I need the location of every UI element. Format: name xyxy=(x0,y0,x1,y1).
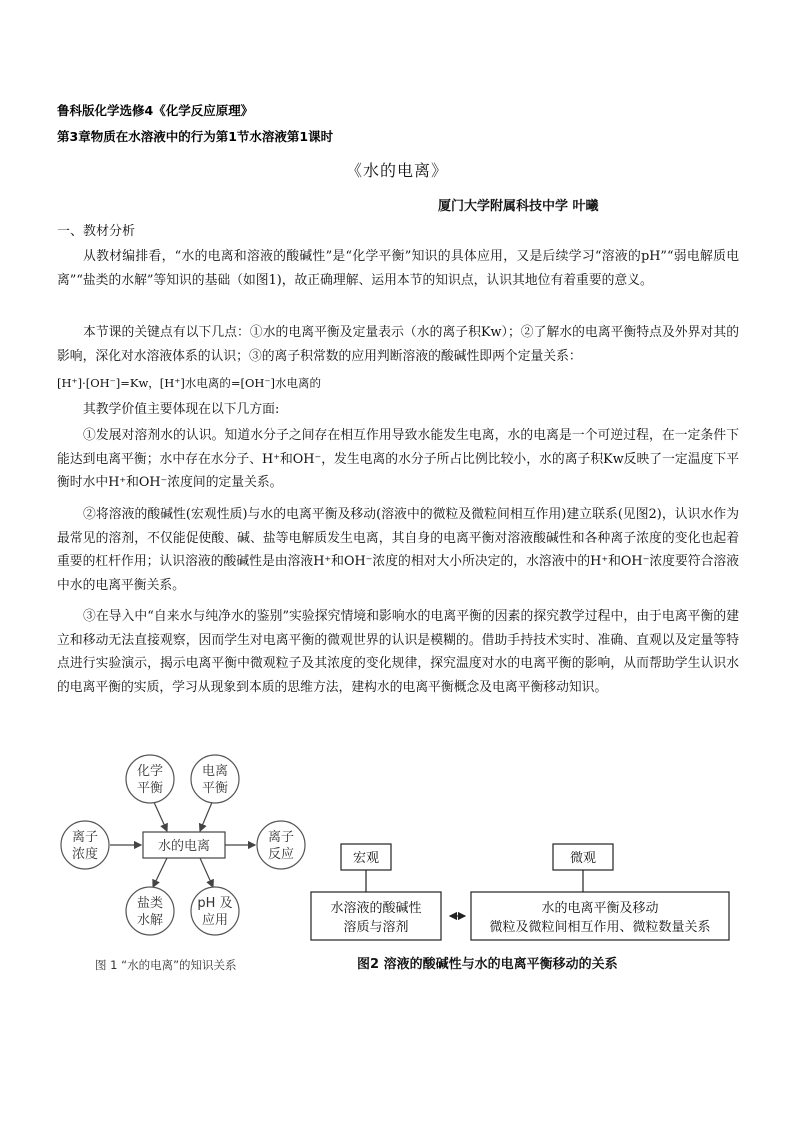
page-title: 《水的电离》 xyxy=(345,161,448,180)
figure-1-caption: 图 1 “水的电离”的知识关系 xyxy=(95,958,237,972)
macro-box-line2: 溶质与溶剂 xyxy=(343,920,409,935)
node-br-line1: pH 及 xyxy=(197,896,233,911)
node-bl-line2: 水解 xyxy=(136,913,164,928)
arrow-bottomright xyxy=(200,858,213,887)
center-node-label: 水的电离 xyxy=(157,839,211,854)
section-heading: 一、教材分析 xyxy=(57,224,136,239)
node-br-line2: 应用 xyxy=(201,913,229,928)
paragraph-1: 从教材编排看，“水的电离和溶液的酸碱性”是“化学平衡”知识的具体应用，又是后续学习“溶液的pH”“弱电解质电离”“盐类的水解”等知识的基础（如图1)，故正确理解、运用本节的知识点，认识其地位有着重要的意义。 xyxy=(57,249,739,288)
node-bl-line1: 盐类 xyxy=(136,896,164,911)
arrow-bottomleft xyxy=(153,858,167,887)
paragraph-3: 其教学价值主要体现在以下几方面: xyxy=(83,402,280,417)
paragraph-item-1: ①发展对溶剂水的认识。知道水分子之间存在相互作用导致水能发生电离，水的电离是一个可逆过程，在一定条件下能达到电离平衡；水中存在水分子、H⁺和OH⁻，发生电离的水分子所占比例比较小，水的离子积Kw反映了一定温度下平衡时水中H⁺和OH⁻浓度间的定量关系。 xyxy=(57,428,739,490)
node-tl-line2: 平衡 xyxy=(136,781,164,796)
figure-2-caption: 图2 溶液的酸碱性与水的电离平衡移动的关系 xyxy=(357,957,618,972)
formula-line: [H⁺]·[OH⁻]=Kw，[H⁺]水电离的=[OH⁻]水电离的 xyxy=(57,376,322,390)
micro-box-line1: 水的电离平衡及移动 xyxy=(541,901,659,916)
header-chapter: 第3章物质在水溶液中的行为第1节水溶液第1课时 xyxy=(57,129,334,144)
arrow-topright xyxy=(200,800,213,831)
header-book: 鲁科版化学选修4《化学反应原理》 xyxy=(57,103,254,118)
node-r-line2: 反应 xyxy=(267,847,295,862)
node-tr-line1: 电离 xyxy=(201,764,229,779)
figure-1-diagram xyxy=(55,745,315,975)
node-l-line2: 浓度 xyxy=(71,847,99,862)
macro-box-line1: 水溶液的酸碱性 xyxy=(330,901,422,916)
paragraph-item-2: ②将溶液的酸碱性(宏观性质)与水的电离平衡及移动(溶液中的微粒及微粒间相互作用)建立联系(见图2)，认识水作为最常见的溶剂，不仅能促使酸、碱、盐等电解质发生电离，其自身的电离平衡对溶液酸碱性和各种离子浓度的变化也起着重要的杠杆作用；认识溶液的酸碱性是由溶液H⁺和OH⁻浓度的相对大小所决定的，水溶液中的H⁺和OH⁻浓度要符合溶液中水的电离平衡关系。 xyxy=(57,507,739,593)
micro-label: 微观 xyxy=(569,851,597,866)
arrow-topleft xyxy=(153,800,167,831)
macro-label: 宏观 xyxy=(352,851,380,866)
paragraph-2: 本节课的关键点有以下几点：①水的电离平衡及定量表示（水的离子积Kw）；②了解水的电离平衡特点及外界对其的影响，深化对水溶液体系的认识；③的离子积常数的应用判断溶液的酸碱性即两个定量关系： xyxy=(57,325,739,364)
node-l-line1: 离子 xyxy=(71,830,99,845)
node-tr-line2: 平衡 xyxy=(201,781,229,796)
micro-box-line2: 微粒及微粒间相互作用、微粒数量关系 xyxy=(489,920,711,935)
node-r-line1: 离子 xyxy=(267,830,295,845)
author: 厦门大学附属科技中学 叶曦 xyxy=(438,199,599,214)
node-tl-line1: 化学 xyxy=(136,764,164,779)
figure-2-diagram xyxy=(305,840,745,980)
paragraph-item-3: ③在导入中“自来水与纯净水的鉴别”实验探究情境和影响水的电离平衡的因素的探究教学过程中，由于电离平衡的建立和移动无法直接观察，因而学生对电离平衡的微观世界的认识是模糊的。借助手持技术实时、准确、直观以及定量等特点进行实验演示，揭示电离平衡中微观粒子及其浓度的变化规律，探究温度对水的电离平衡的影响，从而帮助学生认识水的电离平衡的实质，学习从现象到本质的思维方法，建构水的电离平衡概念及电离平衡移动知识。 xyxy=(57,609,739,695)
